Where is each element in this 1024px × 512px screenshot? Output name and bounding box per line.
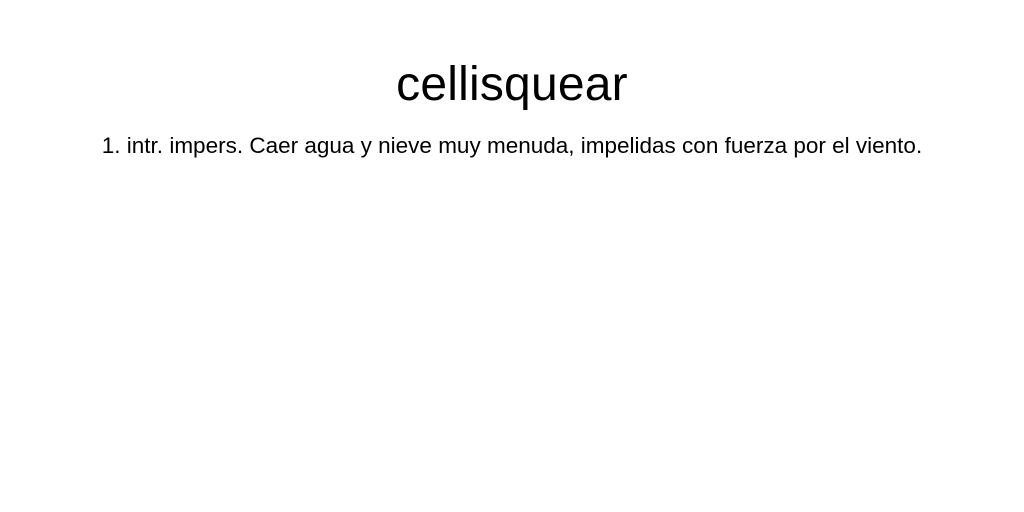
entry-term: cellisquear	[396, 58, 628, 111]
entry-definition: 1. intr. impers. Caer agua y nieve muy menuda, impelidas con fuerza por el viento.	[101, 133, 923, 158]
